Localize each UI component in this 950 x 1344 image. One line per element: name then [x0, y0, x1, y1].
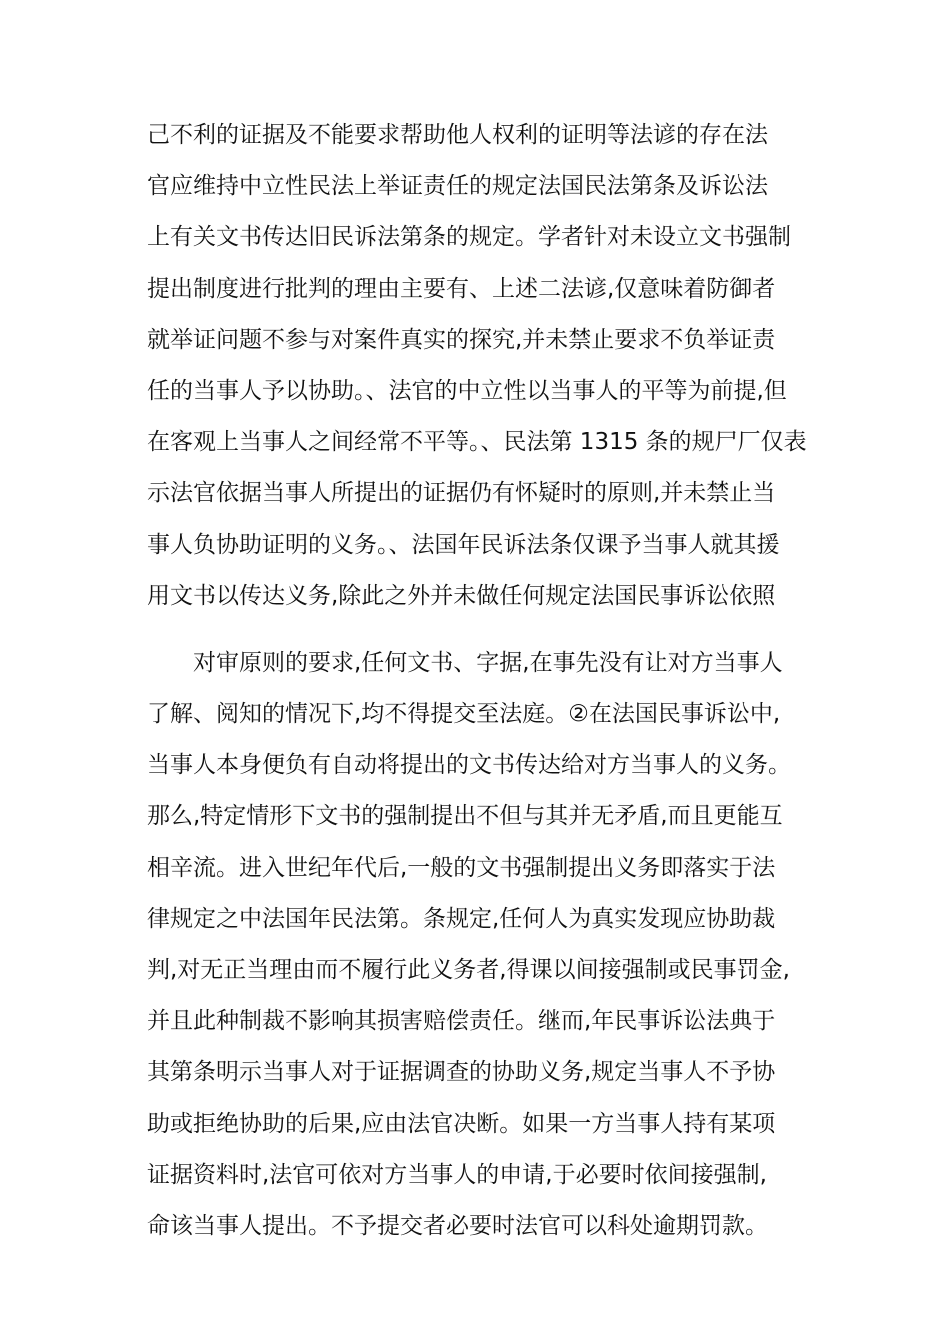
text-line: 当事人本身便负有自动将提出的文书传达给对方当事人的义务。 — [147, 752, 791, 779]
text-line: 任的当事人予以协助。、法官的中立性以当事人的平等为前提,但 — [147, 377, 787, 404]
text-line: 就举证问题不参与对案件真实的探究,并未禁止要求不负举证责 — [147, 326, 776, 353]
paragraph-2 — [147, 638, 817, 1252]
text-line: 上有关文书传达旧民诉法第条的规定。学者针对未设立文书强制 — [147, 224, 791, 251]
text-line: 相辛流。进入世纪年代后,一般的文书强制提出义务即落实于法 — [147, 854, 776, 881]
text-line: 那么,特定情形下文书的强制提出不但与其并无矛盾,而且更能互 — [147, 803, 783, 830]
text-line: 判,对无正当理由而不履行此义务者,得课以间接强制或民事罚金, — [147, 957, 790, 983]
text-line: 律规定之中法国年民法第。条规定,任何人为真实发现应协助裁 — [147, 905, 776, 932]
document-body — [147, 110, 817, 1252]
text-line: 其第条明示当事人对于证据调查的协助义务,规定当事人不予协 — [147, 1059, 776, 1086]
paragraph-gap — [147, 622, 817, 638]
text-line: 助或拒绝协助的后果,应由法官决断。如果一方当事人持有某项 — [147, 1110, 776, 1137]
text-line: 事人负协助证明的义务。、法国年民诉法条仅课予当事人就其援 — [147, 531, 780, 558]
text-line: 并且此种制裁不影响其损害赔偿责任。继而,年民事诉讼法典于 — [147, 1008, 776, 1035]
text-line: 己不利的证据及不能要求帮助他人权利的证明等法谚的存在法 — [147, 122, 768, 148]
text-line: 证据资料时,法官可依对方当事人的申请,于必要时依间接强制, — [147, 1161, 767, 1188]
text-line: 对审原则的要求,任何文书、字据,在事先没有让对方当事人 — [193, 649, 783, 676]
text-line: 了解、阅知的情况下,均不得提交至法庭。②在法国民事诉讼中, — [147, 701, 781, 728]
text-line: 命该当事人提出。不予提交者必要时法官可以科处逾期罚款。 — [147, 1212, 768, 1239]
text-line: 在客观上当事人之间经常不平等。、民法第 1315 条的规尸厂仅表 — [147, 429, 807, 456]
text-line: 用文书以传达义务,除此之外并未做任何规定法国民事诉讼依照 — [147, 582, 776, 609]
text-line: 提出制度进行批判的理由主要有、上述二法谚,仅意味着防御者 — [147, 275, 776, 302]
text-line: 官应维持中立性民法上举证责任的规定法国民法第条及诉讼法 — [147, 173, 768, 200]
text-line: 示法官依据当事人所提出的证据仍有怀疑时的原则,并未禁止当 — [147, 480, 776, 507]
paragraph-1 — [147, 110, 817, 622]
